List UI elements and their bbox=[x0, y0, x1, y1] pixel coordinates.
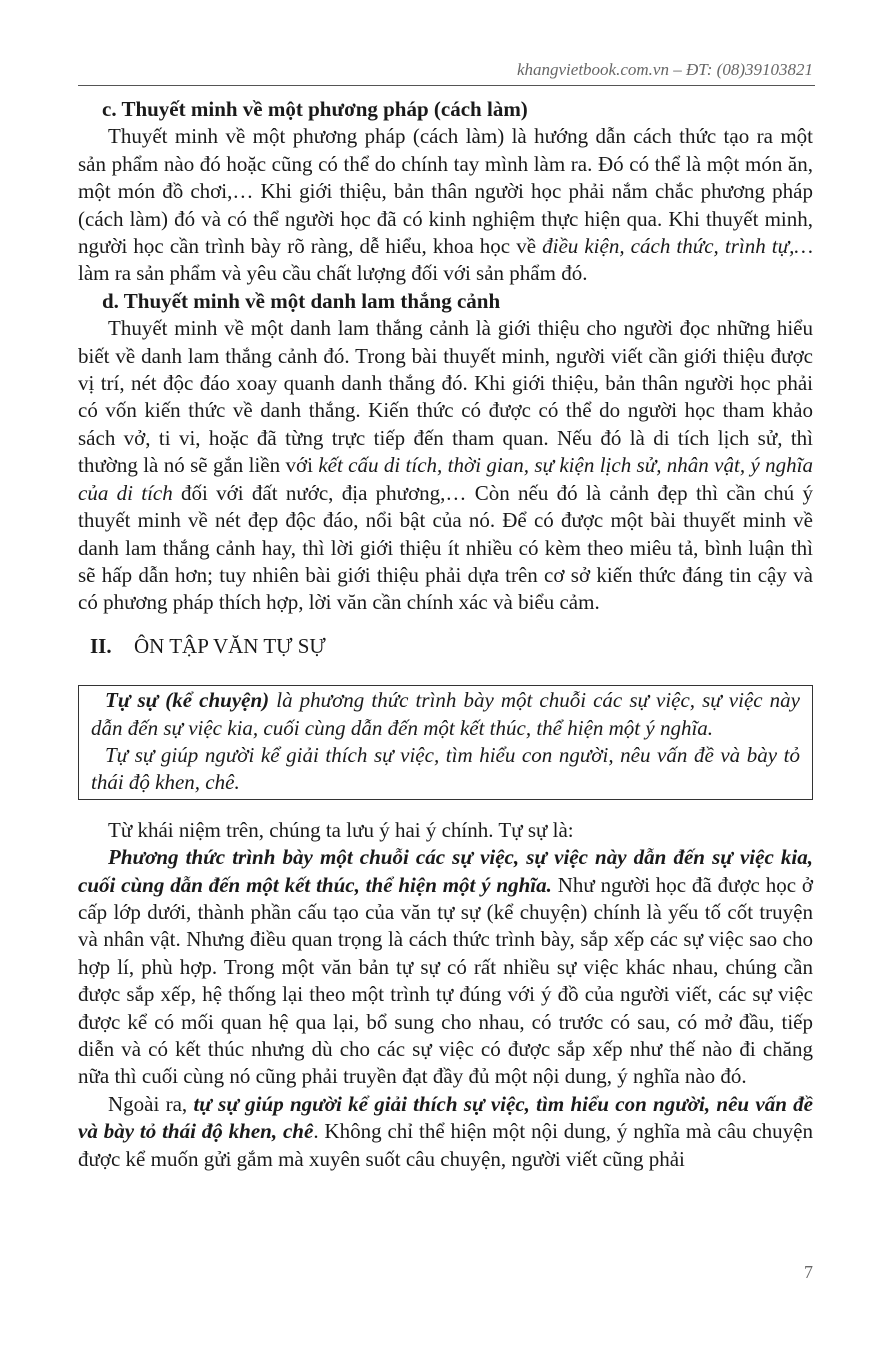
definition-box bbox=[78, 685, 813, 800]
definition-line-1 bbox=[91, 687, 800, 742]
heading-section-d: d. Thuyết minh về một danh lam thắng cảnh bbox=[102, 288, 501, 313]
definition-line-2: Tự sự giúp người kể giải thích sự việc, tìm hiểu con người, nêu vấn đề và bày tỏ thái độ khen, chê. bbox=[91, 742, 800, 795]
paragraph-intro: Từ khái niệm trên, chúng ta lưu ý hai ý chính. Tự sự là: bbox=[108, 817, 574, 842]
definition-term: Tự sự (kể chuyện) bbox=[105, 688, 270, 713]
page-content bbox=[78, 96, 813, 1173]
paragraph-point-1 bbox=[78, 844, 813, 1091]
bold-italic-text: Phương thức trình bày một chuỗi các sự việc, sự việc này dẫn đến sự việc kia, cuối cùng dẫn đến một kết thúc, thể hiện một ý nghĩa. bbox=[78, 845, 813, 897]
heading-section-c: c. Thuyết minh về một phương pháp (cách làm) bbox=[102, 97, 528, 121]
page-header: khangvietbook.com.vn – ĐT: (08)39103821 bbox=[516, 60, 813, 79]
italic-text: kết cấu di tích, thời gian, sự kiện lịch sử, nhân vật, ý nghĩa của di tích bbox=[78, 453, 813, 505]
text: đối với đất nước, địa phương,… Còn nếu đó là cảnh đẹp thì cần chú ý thuyết minh về nét đẹp độc đáo, nổi bật của nó. Để có được một bài thuyết minh về danh lam thắng cảnh hay, thì lời giới thiệu ít nhiều có kèm theo miêu tả, bình luận thì sẽ hấp dẫn hơn; tuy nhiên bài giới thiệu phải dựa trên cơ sở kiến thức đáng tin cậy và có phương pháp thích hợp, lời văn cần chính xác và biểu cảm. bbox=[78, 480, 813, 615]
text: Ngoài ra, bbox=[108, 1091, 194, 1116]
italic-text: điều kiện, cách thức, trình tự,… bbox=[542, 234, 813, 259]
page-number: 7 bbox=[804, 1262, 813, 1282]
text: Thuyết minh về một phương pháp (cách làm) là hướng dẫn cách thức tạo ra một sản phẩm nào đó hoặc cũng có thể do chính tay mình làm ra. Đó có thể là một món ăn, một món đồ chơi,… Khi giới thiệu, bản thân người học phải nắm chắc phương pháp (cách làm) đó và có thể người học đã có kinh nghiệm thực hiện qua. Khi thuyết minh, người học cần trình bày rõ ràng, dễ hiểu, khoa học về bbox=[78, 124, 813, 259]
header-divider bbox=[78, 85, 815, 86]
text: là phương thức trình bày một chuỗi các sự việc, sự việc này dẫn đến sự việc kia, cuối cùng dẫn đến một kết thúc, thể hiện một ý nghĩa. bbox=[91, 688, 800, 740]
paragraph-section-d bbox=[78, 315, 813, 616]
paragraph-section-c bbox=[78, 123, 813, 287]
paragraph-point-2 bbox=[78, 1091, 813, 1173]
section-title: ÔN TẬP VĂN TỰ SỰ bbox=[134, 633, 326, 658]
heading-section-ii bbox=[90, 633, 813, 660]
bold-italic-text: tự sự giúp người kể giải thích sự việc, tìm hiểu con người, nêu vấn đề và bày tỏ thái độ khen, chê bbox=[78, 1091, 813, 1144]
section-number: II. bbox=[90, 633, 112, 658]
text: làm ra sản phẩm và yêu cầu chất lượng đối với sản phẩm đó. bbox=[78, 261, 588, 286]
text: . Không chỉ thể hiện một nội dung, ý nghĩa mà câu chuyện được kể muốn gửi gắm mà xuyên suốt câu chuyện, người viết cũng phải bbox=[78, 1119, 813, 1171]
text: Như người học đã được học ở cấp lớp dưới, thành phần cấu tạo của văn tự sự (kể chuyện) chính là yếu tố cốt truyện và nhân vật. Nhưng điều quan trọng là cách thức trình bày, sắp xếp các sự việc sao cho hợp lí, phù hợp. Trong một văn bản tự sự có rất nhiều sự việc khác nhau, chúng cần được sắp xếp, hệ thống lại theo một trình tự đúng với ý đồ của người viết, các sự việc được kể có mối quan hệ qua lại, bổ sung cho nhau, có trước có sau, có mở đầu, tiếp diễn và có kết thúc nhưng dù cho các sự việc có được sắp xếp như thế nào đi chăng nữa thì cuối cùng nó cũng phải truyền đạt đầy đủ một nội dung, ý nghĩa nào đó. bbox=[78, 872, 813, 1089]
text: Thuyết minh về một danh lam thắng cảnh là giới thiệu cho người đọc những hiểu biết về danh lam thắng cảnh đó. Trong bài thuyết minh, người viết cần giới thiệu được vị trí, nét độc đáo xoay quanh danh thắng đó. Khi giới thiệu, bản thân người học phải có vốn kiến thức về danh thắng. Kiến thức có được có thể do người học tham khảo sách vở, ti vi, hoặc đã từng trực tiếp đến tham quan. Nếu đó là di tích lịch sử, thì thường là nó sẽ gắn liền với bbox=[78, 316, 813, 478]
